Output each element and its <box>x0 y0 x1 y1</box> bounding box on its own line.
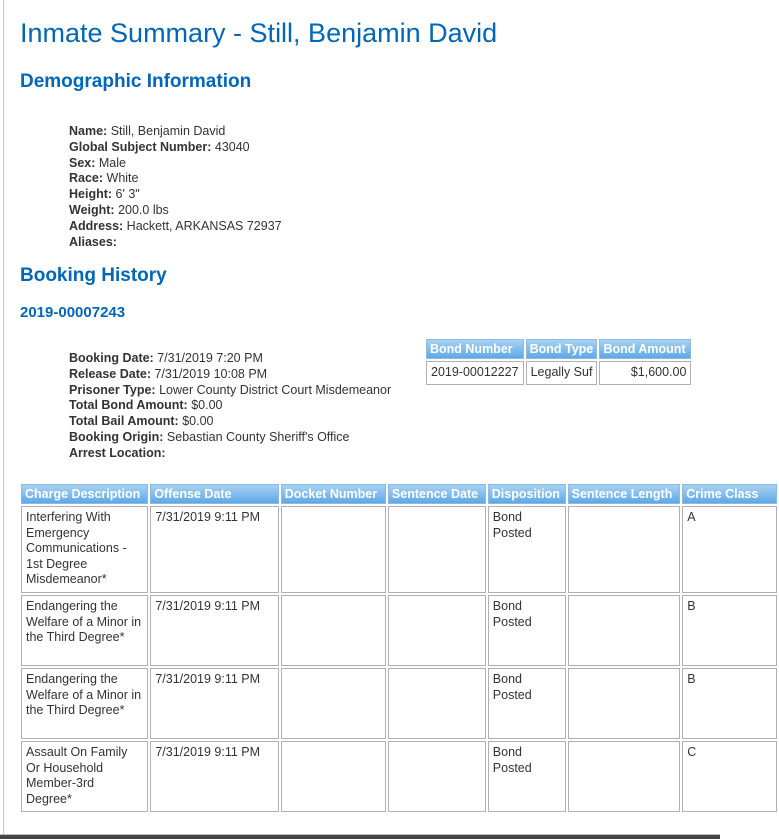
table-row <box>21 506 777 593</box>
demo-race-row <box>69 171 282 187</box>
bond-type-cell: Legally Suf <box>526 361 598 385</box>
sentence-length-cell <box>568 741 681 812</box>
field-value: 7/31/2019 7:20 PM <box>157 351 263 365</box>
page-title: Inmate Summary - Still, Benjamin David <box>20 18 498 48</box>
sentence-length-header[interactable]: Sentence Length <box>568 484 681 504</box>
field-label: Height: <box>69 187 113 202</box>
table-row <box>21 741 777 812</box>
field-label: Prisoner Type: <box>69 382 156 397</box>
field-label: Name: <box>69 124 108 138</box>
total-bond-row <box>69 398 391 414</box>
sentence-date-cell <box>388 506 486 593</box>
sentence-date-cell <box>388 668 486 739</box>
bond-table <box>424 337 693 387</box>
crime-class-header[interactable]: Crime Class <box>682 484 777 504</box>
crime-class-cell: B <box>682 668 777 739</box>
docket-number-cell <box>281 506 386 593</box>
charge-description-cell: Assault On Family Or Household Member-3rd Degree* <box>21 741 148 812</box>
field-label: Booking Origin: <box>69 429 164 444</box>
sentence-length-cell <box>568 506 681 593</box>
sentence-date-cell <box>388 595 486 666</box>
demo-gsn-row <box>69 140 282 156</box>
page-bottom-border <box>0 835 720 839</box>
field-label: Global Subject Number: <box>69 139 212 154</box>
crime-class-cell: B <box>682 595 777 666</box>
disposition-cell: Bond Posted <box>488 668 566 739</box>
field-value: White <box>106 171 139 186</box>
field-label: Total Bond Amount: <box>69 398 188 413</box>
bond-row <box>426 361 691 385</box>
field-value: Hackett, ARKANSAS 72937 <box>126 218 282 233</box>
field-value: $0.00 <box>182 414 214 429</box>
crime-class-cell: C <box>682 741 777 812</box>
arrest-location-row <box>69 446 391 462</box>
field-value: $0.00 <box>191 398 223 413</box>
bond-number-cell: 2019-00012227 <box>426 361 524 385</box>
booking-info <box>69 351 391 462</box>
demo-name-row <box>69 124 282 140</box>
charges-table <box>19 482 779 814</box>
release-date-row <box>69 367 391 383</box>
disposition-header[interactable]: Disposition <box>488 484 566 504</box>
field-label: Sex: <box>69 155 96 170</box>
field-value: 6' 3" <box>115 187 140 202</box>
field-value: Male <box>98 155 126 170</box>
offense-date-cell: 7/31/2019 9:11 PM <box>150 506 278 593</box>
demographic-heading: Demographic Information <box>20 71 252 92</box>
docket-number-cell <box>281 668 386 739</box>
field-value: Still, Benjamin David <box>110 124 226 138</box>
sentence-length-cell <box>568 668 681 739</box>
charge-description-header[interactable]: Charge Description <box>21 484 148 504</box>
charges-header-row <box>21 484 777 504</box>
bond-number-header[interactable]: Bond Number <box>426 339 524 359</box>
bond-amount-header[interactable]: Bond Amount <box>599 339 691 359</box>
field-label: Release Date: <box>69 366 151 381</box>
charge-description-cell: Interfering With Emergency Communications - 1st Degree Misdemeanor* <box>21 506 148 593</box>
field-label: Race: <box>69 171 104 186</box>
demo-weight-row <box>69 203 282 219</box>
crime-class-cell: A <box>682 506 777 593</box>
demo-sex-row <box>69 156 282 172</box>
disposition-cell: Bond Posted <box>488 595 566 666</box>
total-bail-row <box>69 414 391 430</box>
field-value: Sebastian County Sheriff's Office <box>166 429 350 444</box>
demo-aliases-row <box>69 235 282 251</box>
field-label: Booking Date: <box>69 351 154 365</box>
field-label: Arrest Location: <box>69 445 166 460</box>
booking-history-heading: Booking History <box>20 265 167 286</box>
offense-date-cell: 7/31/2019 9:11 PM <box>150 741 278 812</box>
docket-number-cell <box>281 741 386 812</box>
field-label: Total Bail Amount: <box>69 414 179 429</box>
offense-date-cell: 7/31/2019 9:11 PM <box>150 595 278 666</box>
docket-number-header[interactable]: Docket Number <box>281 484 386 504</box>
sentence-date-header[interactable]: Sentence Date <box>388 484 486 504</box>
disposition-cell: Bond Posted <box>488 741 566 812</box>
booking-origin-row <box>69 430 391 446</box>
offense-date-header[interactable]: Offense Date <box>150 484 278 504</box>
docket-number-cell <box>281 595 386 666</box>
table-row <box>21 668 777 739</box>
charge-description-cell: Endangering the Welfare of a Minor in the Third Degree* <box>21 668 148 739</box>
page-left-border <box>3 0 4 839</box>
charges-table-container <box>19 482 759 814</box>
bond-amount-cell: $1,600.00 <box>599 361 691 385</box>
disposition-cell: Bond Posted <box>488 506 566 593</box>
demographic-info <box>69 124 282 250</box>
prisoner-type-row <box>69 383 391 399</box>
booking-number: 2019-00007243 <box>20 304 126 321</box>
offense-date-cell: 7/31/2019 9:11 PM <box>150 668 278 739</box>
charge-description-cell: Endangering the Welfare of a Minor in the Third Degree* <box>21 595 148 666</box>
field-value: 43040 <box>214 139 250 154</box>
sentence-length-cell <box>568 595 681 666</box>
table-row <box>21 595 777 666</box>
field-label: Address: <box>69 218 124 233</box>
demo-height-row <box>69 187 282 203</box>
field-value: Lower County District Court Misdemeanor <box>159 382 392 397</box>
field-label: Aliases: <box>69 234 117 249</box>
field-value: 200.0 lbs <box>118 202 169 217</box>
field-value: 7/31/2019 10:08 PM <box>154 366 268 381</box>
sentence-date-cell <box>388 741 486 812</box>
bond-type-header[interactable]: Bond Type <box>526 339 598 359</box>
bond-header-row <box>426 339 691 359</box>
field-label: Weight: <box>69 202 115 217</box>
demo-address-row <box>69 219 282 235</box>
booking-date-row <box>69 351 391 367</box>
